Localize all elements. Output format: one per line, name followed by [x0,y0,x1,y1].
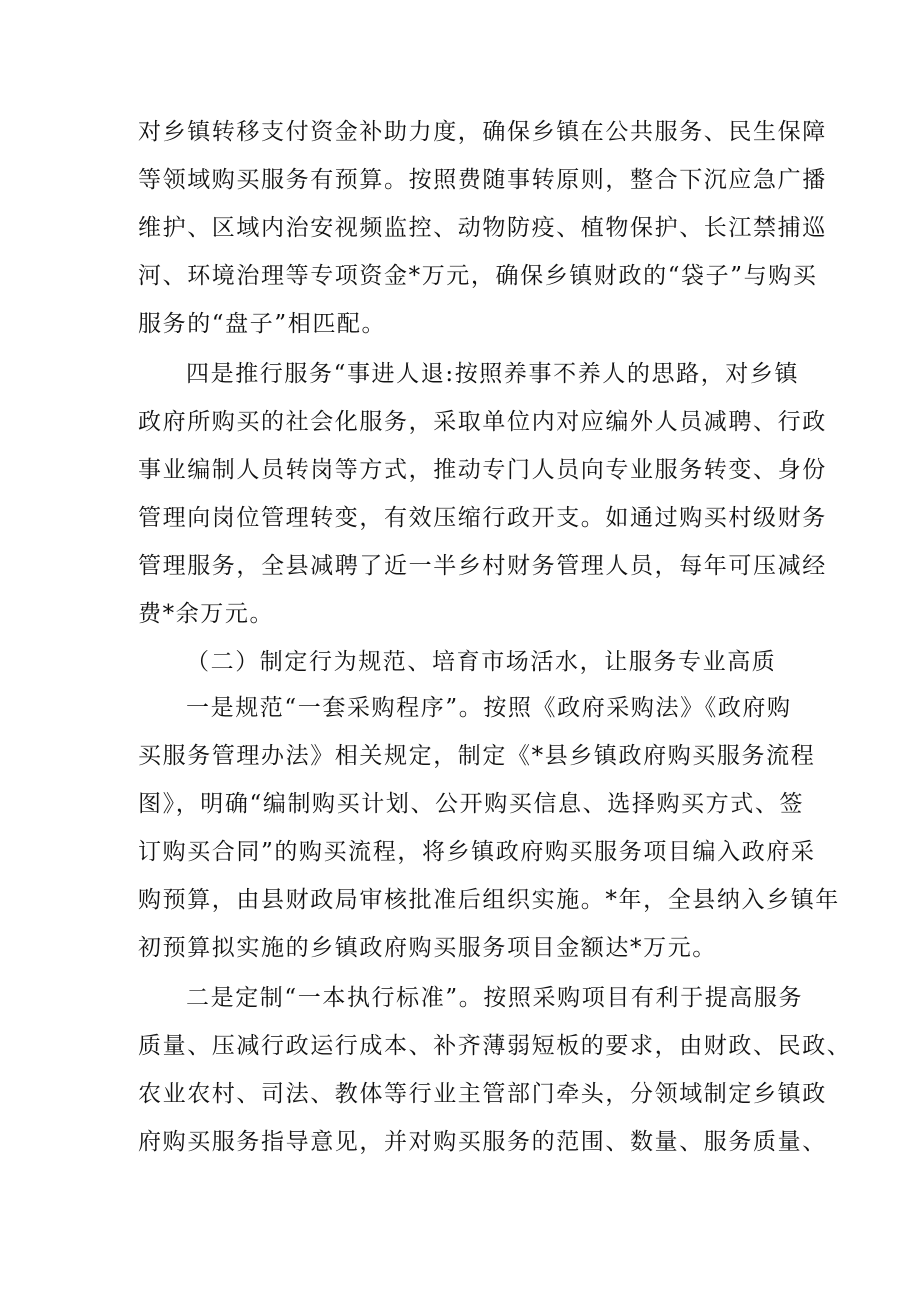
text-line: 买服务管理办法》相关规定，制定《*县乡镇政府购买服务流程 [138,743,816,769]
text-line: 维护、区域内治安视频监控、动物防疫、植物保护、长江禁捕巡 [138,215,827,241]
text-line: 河、环境治理等专项资金*万元，确保乡镇财政的“袋子”与购买 [138,263,818,289]
text-line: 事业编制人员转岗等方式，推动专门人员向专业服务转变、身份 [138,457,827,483]
text-line: 农业农村、司法、教体等行业主管部门牵头，分领域制定乡镇政 [138,1081,827,1107]
paragraph-start: 一是规范“一套采购程序”。按照《政府采购法》《政府购 [186,695,792,721]
text-line: 订购买合同”的购买流程，将乡镇政府购买服务项目编入政府采 [138,839,816,865]
paragraph-start: 二是定制“一本执行标准”。按照采购项目有利于提高服务 [186,985,804,1011]
text-line: 管理服务，全县减聘了近一半乡村财务管理人员，每年可压减经 [138,553,827,579]
text-line: 政府所购买的社会化服务，采取单位内对应编外人员减聘、行政 [138,409,827,435]
text-line: 府购买服务指导意见，并对购买服务的范围、数量、服务质量、 [138,1129,827,1155]
text-line: 购预算，由县财政局审核批准后组织实施。*年，全县纳入乡镇年 [138,887,840,913]
section-heading: （二）制定行为规范、培育市场活水，让服务专业高质 [186,649,777,675]
text-line: 图》，明确“编制购买计划、公开购买信息、选择购买方式、签 [138,791,805,817]
text-line: 费*余万元。 [138,601,275,627]
text-line: 等领域购买服务有预算。按照费随事转原则，整合下沉应急广播 [138,167,827,193]
text-line: 对乡镇转移支付资金补助力度，确保乡镇在公共服务、民生保障 [138,119,827,145]
text-line: 初预算拟实施的乡镇政府购买服务项目金额达*万元。 [138,935,717,961]
text-line: 管理向岗位管理转变，有效压缩行政开支。如通过购买村级财务 [138,505,827,531]
paragraph-start: 四是推行服务“事进人退:按照养事不养人的思路，对乡镇 [186,361,800,387]
text-line: 服务的“盘子”相匹配。 [138,311,387,337]
text-line: 质量、压减行政运行成本、补齐薄弱短板的要求，由财政、民政、 [138,1033,852,1059]
